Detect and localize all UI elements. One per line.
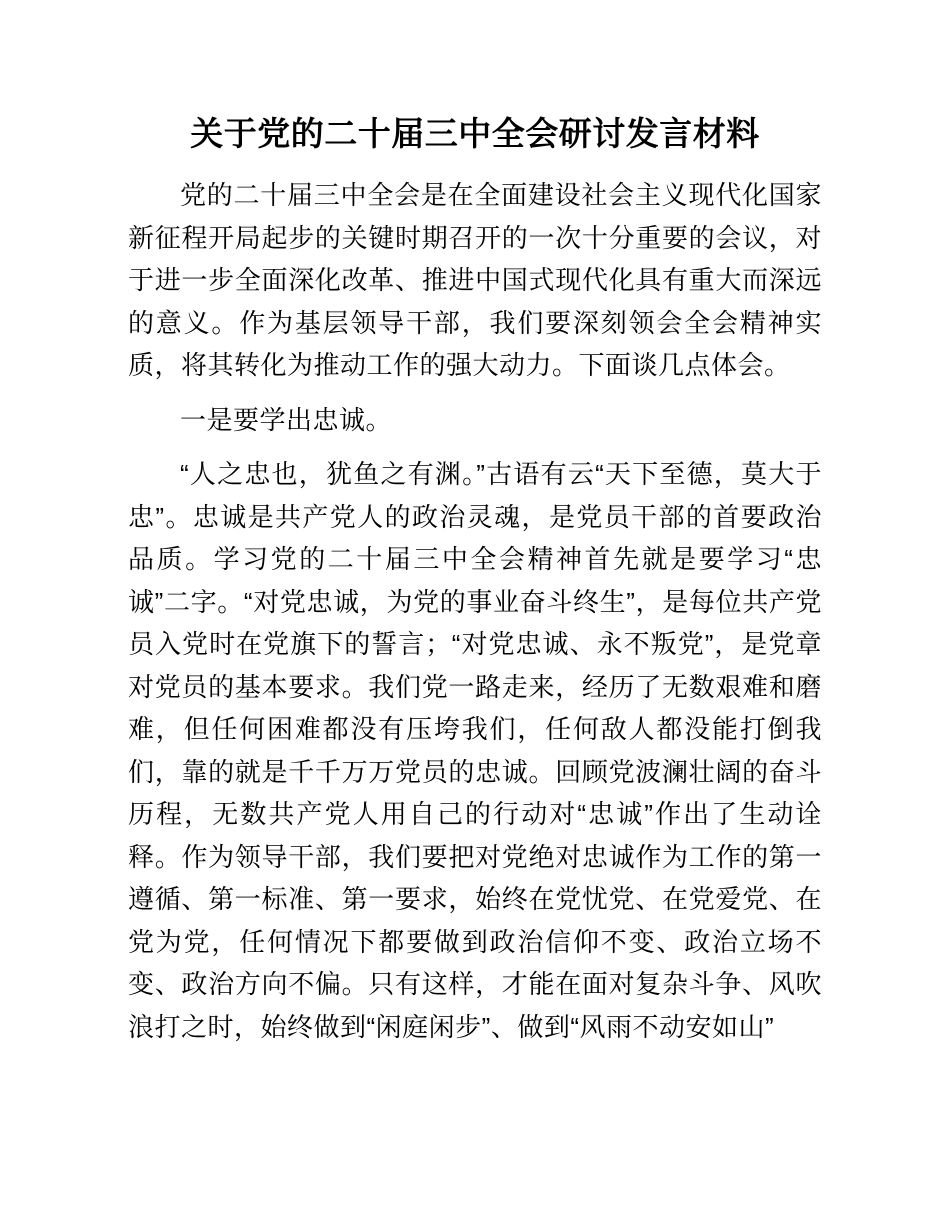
document-title: 关于党的二十届三中全会研讨发言材料 [190, 115, 760, 152]
paragraph-intro: 党的二十届三中全会是在全面建设社会主义现代化国家新征程开局起步的关键时期召开的一次十分重要的会议，对于进一步全面深化改革、推进中国式现代化具有重大而深远的意义。作为基层领导干部，我们要深刻领会全会精神实质，将其转化为推动工作的强大动力。下面谈几点体会。 [128, 180, 822, 380]
paragraph-body: “人之忠也，犹鱼之有渊。”古语有云“天下至德，莫大于忠”。忠诚是共产党人的政治灵魂，是党员干部的首要政治品质。学习党的二十届三中全会精神首先就是要学习“忠诚”二字。“对党忠诚，为党的事业奋斗终生”，是每位共产党员入党时在党旗下的誓言；“对党忠诚、永不叛党”，是党章对党员的基本要求。我们党一路走来，经历了无数艰难和磨难，但任何困难都没有压垮我们，任何敌人都没能打倒我们，靠的就是千千万万党员的忠诚。回顾党波澜壮阔的奋斗历程，无数共产党人用自己的行动对“忠诚”作出了生动诠释。作为领导干部，我们要把对党绝对忠诚作为工作的第一遵循、第一标准、第一要求，始终在党忧党、在党爱党、在党为党，任何情况下都要做到政治信仰不变、政治立场不变、政治方向不偏。只有这样，才能在面对复杂斗争、风吹浪打之时，始终做到“闲庭闲步”、做到“风雨不动安如山” [128, 459, 822, 1042]
paragraph-section-heading: 一是要学出忠诚。 [180, 404, 393, 435]
